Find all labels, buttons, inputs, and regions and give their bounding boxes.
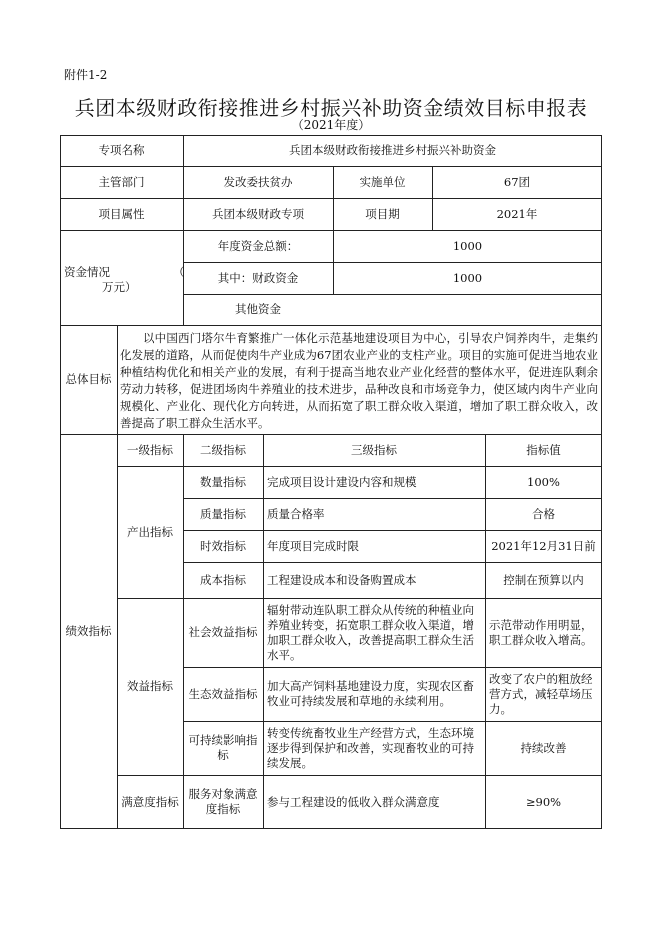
output-l3-cost: 工程建设成本和设备购置成本 <box>267 572 417 587</box>
goal-label: 总体目标 <box>65 372 112 386</box>
page-subtitle: （2021年度） <box>291 118 371 132</box>
header-level3: 三级指标 <box>351 442 397 457</box>
benefit-value-sustain: 持续改善 <box>520 740 567 755</box>
benefit-l3-eco: 加大高产饲料基地建设力度，实现农区畜牧业可持续发展和草地的永续利用。 <box>267 679 474 708</box>
goal-text: 以中国西门塔尔牛育繁推广一体化示范基地建设项目为中心，引导农户饲养肉牛，走集约化发展的道路，从而促使肉牛产业成为67团农业产业的支柱产业。项目的实施可促进当地农业种植结构优化和相关产业的发展，有利于提高当地农业产业化经营的整体水平，促进连队剩余劳动力转移，促进团场肉牛养殖业的技术进步，品种改良和市场竞争力，使区域内肉牛产业向规模化、产业化、现代化方向转进，从而拓宽了职工群众收入渠道，增加了职工群众收入，改善提高了职工群众生活水平。 <box>120 331 598 430</box>
page-title: 兵团本级财政衔接推进乡村振兴补助资金绩效目标申报表 <box>74 96 588 120</box>
header-value: 指标值 <box>526 442 561 457</box>
project-name-value: 兵团本级财政衔接推进乡村振兴补助资金 <box>289 143 496 157</box>
satisfaction-value: ≥90% <box>525 794 562 809</box>
total-funds-value: 1000 <box>452 238 483 253</box>
project-name-label: 专项名称 <box>98 143 145 157</box>
total-funds-label: 年度资金总额： <box>217 238 299 253</box>
attr-label: 项目属性 <box>98 206 145 221</box>
output-l2-quality: 质量指标 <box>200 506 246 521</box>
benefit-l3-sustain: 转变传统畜牧业生产经营方式，生态环境逐步得到保护和改善，实现畜牧业的可持续发展。 <box>267 725 474 770</box>
output-label: 产出指标 <box>127 524 173 539</box>
output-l3-quantity: 完成项目设计建设内容和规模 <box>267 474 417 489</box>
fiscal-funds-label: 其中：财政资金 <box>217 270 299 285</box>
benefit-l2-eco: 生态效益指标 <box>188 686 258 701</box>
funds-label-unit: 万元） <box>102 280 137 294</box>
period-label: 项目期 <box>365 206 400 221</box>
benefit-l2-sustain: 可持续影响指标 <box>188 733 258 762</box>
other-funds-value <box>333 294 602 325</box>
output-value-quantity: 100% <box>527 474 560 489</box>
satisfaction-l2: 服务对象满意度指标 <box>188 787 258 816</box>
funds-label: 资金情况 <box>64 265 110 279</box>
benefit-l2-social: 社会效益指标 <box>188 625 258 639</box>
benefit-value-eco: 改变了农户的粗放经营方式，减轻草场压力。 <box>489 671 593 716</box>
impl-unit-label: 实施单位 <box>359 174 406 189</box>
impl-unit-value: 67团 <box>503 174 531 189</box>
output-l3-quality: 质量合格率 <box>267 506 325 521</box>
output-l2-timeliness: 时效指标 <box>200 538 246 553</box>
other-funds-label: 其他资金 <box>235 302 281 316</box>
output-value-timeliness: 2021年12月31日前 <box>491 538 596 553</box>
header-level1: 一级指标 <box>127 442 173 457</box>
satisfaction-label: 满意度指标 <box>121 794 179 809</box>
output-l2-cost: 成本指标 <box>200 572 246 587</box>
benefit-l3-social: 辐射带动连队职工群众从传统的种植业向养殖业转变，拓宽职工群众收入渠道，增加职工群众收入，改善提高职工群众生活水平。 <box>267 602 474 662</box>
benefit-value-social: 示范带动作用明显，职工群众收入增高。 <box>489 617 593 647</box>
period-value: 2021年 <box>496 206 538 221</box>
attachment-label: 附件1-2 <box>64 68 108 82</box>
perf-label: 绩效指标 <box>65 624 112 638</box>
dept-label: 主管部门 <box>98 174 145 189</box>
output-l2-quantity: 数量指标 <box>200 474 246 489</box>
output-l3-timeliness: 年度项目完成时限 <box>267 538 359 553</box>
header-level2: 二级指标 <box>200 442 246 457</box>
fiscal-funds-value: 1000 <box>452 270 483 285</box>
output-value-quality: 合格 <box>532 506 555 521</box>
dept-value: 发改委扶贫办 <box>223 174 293 189</box>
satisfaction-l3: 参与工程建设的低收入群众满意度 <box>267 794 440 809</box>
benefit-label: 效益指标 <box>127 679 173 693</box>
output-value-cost: 控制在预算以内 <box>503 572 584 587</box>
attr-value: 兵团本级财政专项 <box>212 206 304 221</box>
funds-label-paren: （ <box>173 265 185 279</box>
